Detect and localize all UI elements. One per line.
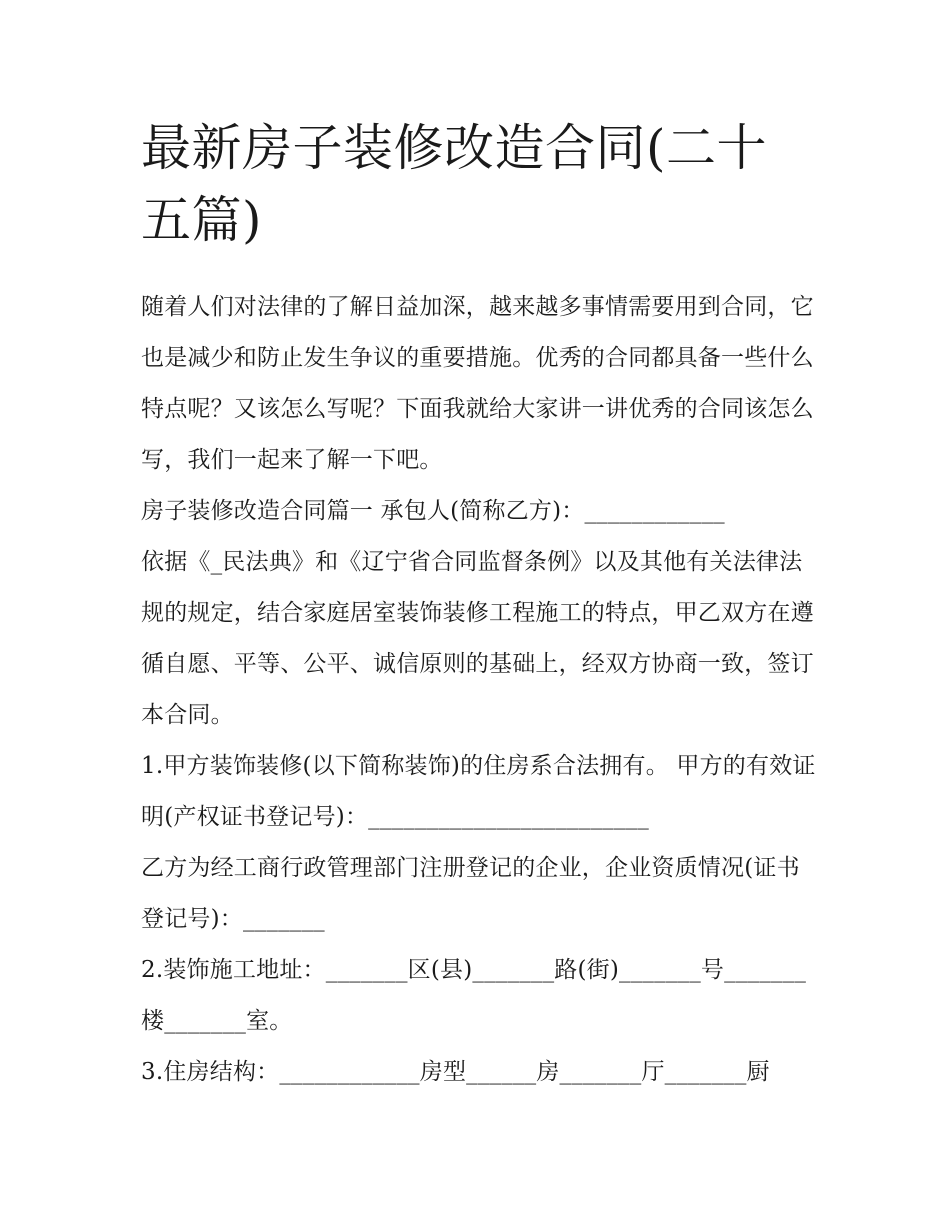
clause-1-paragraph: 1.甲方装饰装修(以下简称装饰)的住房系合法拥有。 甲方的有效证明(产权证书登记号)：________________________ xyxy=(141,753,816,830)
document-page xyxy=(141,112,816,1098)
party-b-qualification-paragraph: 乙方为经工商行政管理部门注册登记的企业，企业资质情况(证书登记号)：_______ xyxy=(141,855,800,932)
legal-basis-paragraph: 依据《_民法典》和《辽宁省合同监督条例》以及其他有关法律法规的规定，结合家庭居室装饰装修工程施工的特点，甲乙双方在遵循自愿、平等、公平、诚信原则的基础上，经双方协商一致，签订本合同。 xyxy=(141,549,814,728)
intro-paragraph: 随着人们对法律的了解日益加深，越来越多事情需要用到合同，它也是减少和防止发生争议的重要措施。优秀的合同都具备一些什么特点呢？又该怎么写呢？下面我就给大家讲一讲优秀的合同该怎么写，我们一起来了解一下吧。 xyxy=(141,294,814,473)
clause-3-paragraph: 3.住房结构：____________房型______房_______厅_______厨 xyxy=(141,1059,770,1085)
document-title: 最新房子装修改造合同(二十五篇) xyxy=(141,119,768,249)
contract-heading-paragraph: 房子装修改造合同篇一 承包人(简称乙方)：____________ xyxy=(141,498,725,524)
clause-2-paragraph: 2.装饰施工地址：_______区(县)_______路(街)_______号_______楼_______室。 xyxy=(141,957,807,1034)
